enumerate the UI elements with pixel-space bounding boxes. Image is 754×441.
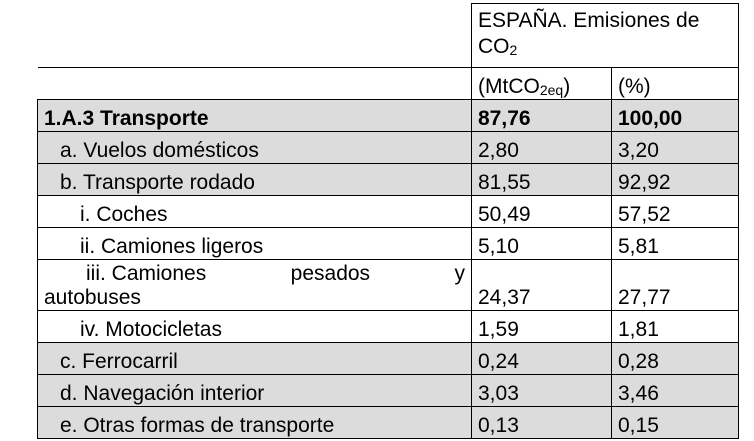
row-pct: 3,46 bbox=[612, 375, 739, 407]
row-mt: 81,55 bbox=[472, 164, 612, 196]
row-label: iv. Motocicletas bbox=[38, 311, 472, 343]
table-row bbox=[38, 407, 739, 439]
table-header-row bbox=[38, 4, 739, 68]
table-row bbox=[38, 375, 739, 407]
row-pct: 27,77 bbox=[612, 260, 739, 311]
row-label: i. Coches bbox=[38, 196, 472, 228]
table-row bbox=[38, 132, 739, 164]
table-row bbox=[38, 260, 739, 311]
table-row bbox=[38, 311, 739, 343]
row-pct: 92,92 bbox=[612, 164, 739, 196]
row-pct: 0,28 bbox=[612, 343, 739, 375]
emissions-table bbox=[37, 3, 739, 439]
row-mt: 2,80 bbox=[472, 132, 612, 164]
table-row bbox=[38, 164, 739, 196]
row-mt: 5,10 bbox=[472, 228, 612, 260]
table-title: ESPAÑA. Emisiones de $CO_2$ bbox=[472, 4, 739, 68]
row-pct: 3,20 bbox=[612, 132, 739, 164]
row-label: iii. Camiones pesados y autobuses bbox=[38, 260, 472, 311]
row-mt: 0,13 bbox=[472, 407, 612, 439]
row-pct: 57,52 bbox=[612, 196, 739, 228]
table-row bbox=[38, 343, 739, 375]
units-empty-cell bbox=[38, 68, 472, 100]
header-empty-cell bbox=[38, 4, 472, 68]
row-mt: 1,59 bbox=[472, 311, 612, 343]
row-label: d. Navegación interior bbox=[38, 375, 472, 407]
row-label: 1.A.3 Transporte bbox=[38, 100, 472, 132]
row-pct: 0,15 bbox=[612, 407, 739, 439]
table-row bbox=[38, 228, 739, 260]
row-mt: 50,49 bbox=[472, 196, 612, 228]
unit-mtco2: (MtCO$_{2eq}$) bbox=[472, 68, 612, 100]
row-pct: 100,00 bbox=[612, 100, 739, 132]
row-label: c. Ferrocarril bbox=[38, 343, 472, 375]
row-pct: 1,81 bbox=[612, 311, 739, 343]
row-label: b. Transporte rodado bbox=[38, 164, 472, 196]
row-label: a. Vuelos domésticos bbox=[38, 132, 472, 164]
row-mt: 3,03 bbox=[472, 375, 612, 407]
unit-percent: (%) bbox=[612, 68, 739, 100]
table-row bbox=[38, 196, 739, 228]
table-row-total bbox=[38, 100, 739, 132]
row-label: e. Otras formas de transporte bbox=[38, 407, 472, 439]
row-mt: 0,24 bbox=[472, 343, 612, 375]
row-pct: 5,81 bbox=[612, 228, 739, 260]
units-row bbox=[38, 68, 739, 100]
row-label: ii. Camiones ligeros bbox=[38, 228, 472, 260]
row-mt: 87,76 bbox=[472, 100, 612, 132]
row-mt: 24,37 bbox=[472, 260, 612, 311]
